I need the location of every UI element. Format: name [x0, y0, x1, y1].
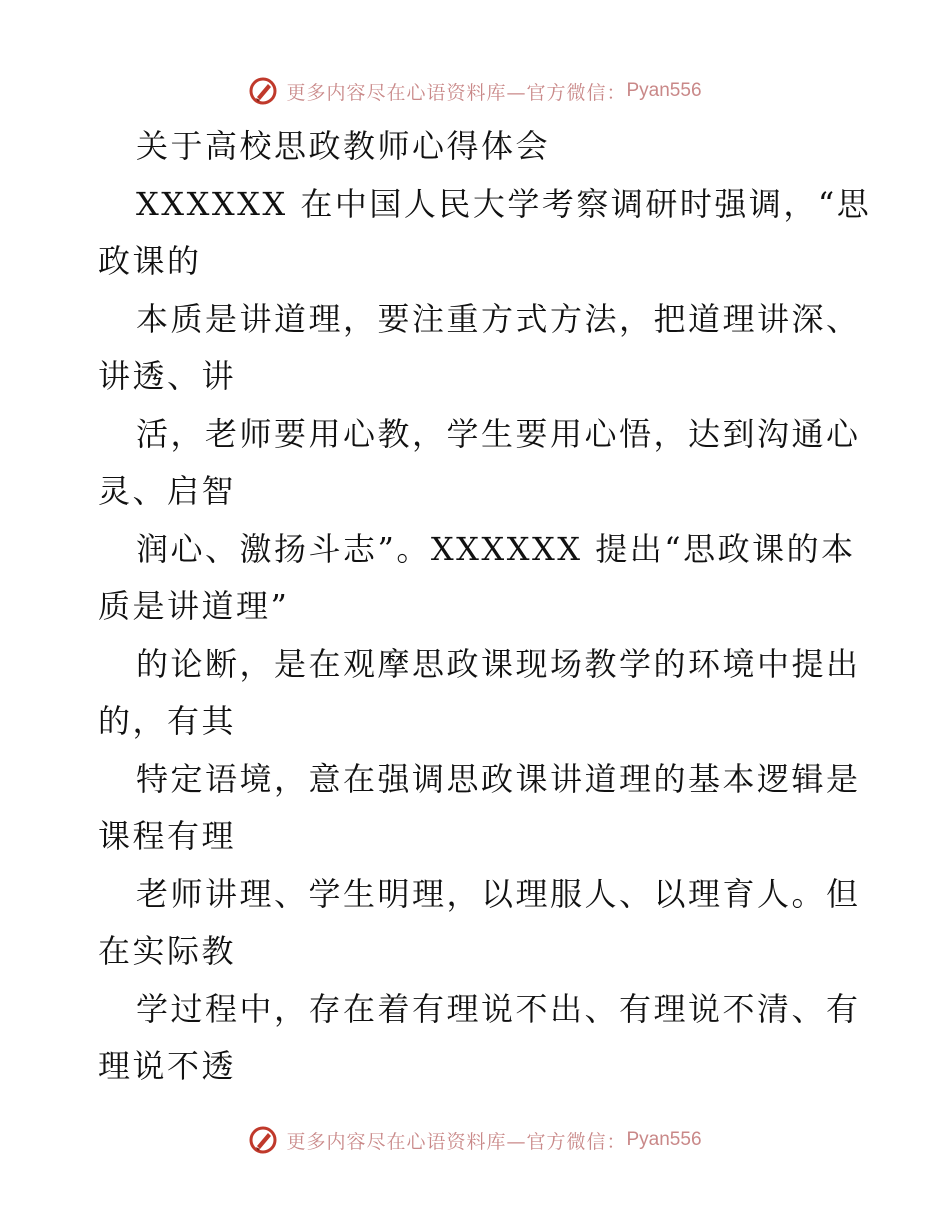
text-line: 特定语境，意在强调思政课讲道理的基本逻辑是: [136, 759, 861, 798]
document-body: [98, 118, 872, 1096]
text-line: 的，有其: [98, 702, 237, 740]
watermark-wechat-id: Pyan556: [626, 80, 702, 101]
pen-logo-icon: [248, 1125, 278, 1155]
text-line: 老师讲理、学生明理，以理服人、以理育人。但: [136, 874, 861, 913]
text-line: 活，老师要用心教，学生要用心悟，达到沟通心: [136, 414, 861, 453]
watermark-text: 更多内容尽在心语资料库—官方微信：: [286, 1130, 627, 1153]
text-line: 理说不透: [98, 1047, 237, 1085]
text-line: 关于高校思政教师心得体会: [136, 127, 551, 165]
text-line: 质是讲道理”: [98, 587, 290, 625]
text-line: 灵、启智: [98, 472, 237, 510]
footer-watermark: [0, 1120, 950, 1160]
watermark-wechat-id: Pyan556: [626, 1129, 702, 1150]
text-line: 本质是讲道理，要注重方式方法，把道理讲深、: [136, 299, 861, 338]
text-line: 学过程中，存在着有理说不出、有理说不清、有: [136, 989, 861, 1028]
pen-logo-icon: [248, 76, 278, 106]
text-line: XXXXXX 在中国人民大学考察调研时强调，“思: [136, 184, 872, 223]
text-line: 课程有理: [98, 817, 237, 855]
watermark-text: 更多内容尽在心语资料库—官方微信：: [286, 81, 627, 104]
text-line: 在实际教: [98, 932, 237, 970]
text-line: 润心、激扬斗志”。XXXXXX 提出“思政课的本: [136, 529, 856, 568]
text-line: 讲透、讲: [98, 357, 237, 395]
text-line: 政课的: [98, 242, 202, 280]
text-line: 的论断，是在观摩思政课现场教学的环境中提出: [136, 644, 861, 683]
header-watermark: [0, 71, 950, 111]
